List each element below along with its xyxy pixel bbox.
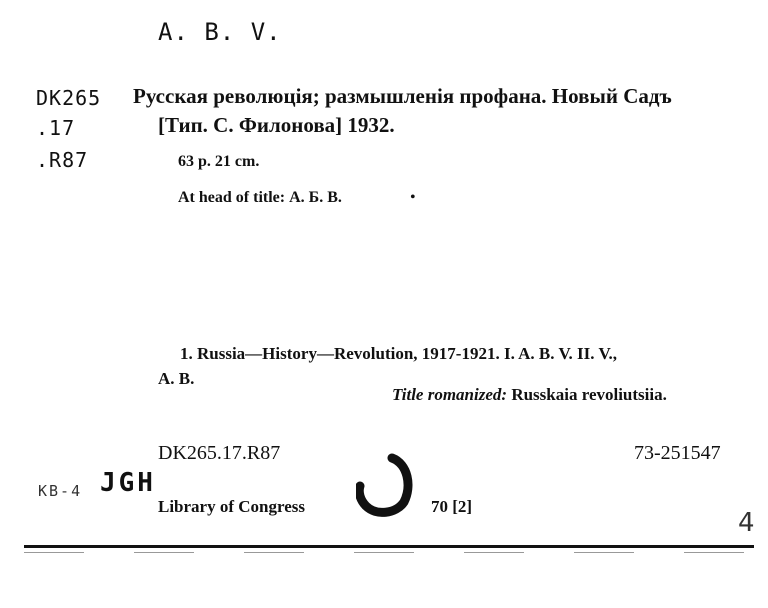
bottom-rule-dashed — [24, 552, 754, 553]
subject-tracing-line-2: A. B. — [158, 369, 195, 388]
publisher-library-of-congress: Library of Congress — [158, 497, 306, 516]
heading-name: A. B. V. — [158, 18, 282, 46]
print-code: 70 [2] — [431, 497, 473, 516]
head-of-title-note: At head of title: А. Б. В. — [178, 189, 342, 206]
handwritten-page-number: 4 — [738, 508, 755, 538]
call-number-line-2: .17 — [36, 116, 76, 140]
dot-mark: • — [410, 189, 416, 206]
subject-tracing-line-1: 1. Russia—History—Revolution, 1917-1921. I. A. B. V. II. V., — [180, 344, 618, 363]
call-number-line-1: DK265 — [36, 86, 102, 110]
circle-stamp-icon — [356, 452, 416, 518]
bottom-rule — [24, 545, 754, 548]
collation: 63 p. 21 cm. — [178, 153, 260, 170]
lccn: 73-251547 — [634, 442, 721, 464]
romanized-text: Russkaia revoliutsiia. — [511, 385, 667, 404]
title-line-2: [Тип. С. Филонова] 1932. — [158, 113, 395, 137]
title-line-1: Русская революція; размышленія профана. Новый Садъ — [133, 84, 672, 108]
stamp-code: KB-4 — [38, 482, 83, 500]
bottom-call-number: DK265.17.R87 — [158, 442, 281, 464]
romanized-label: Title romanized: — [392, 385, 508, 404]
romanized-title-note — [392, 386, 667, 403]
call-number-line-3: .R87 — [36, 148, 89, 172]
initials-stamp: JGH — [100, 468, 156, 498]
